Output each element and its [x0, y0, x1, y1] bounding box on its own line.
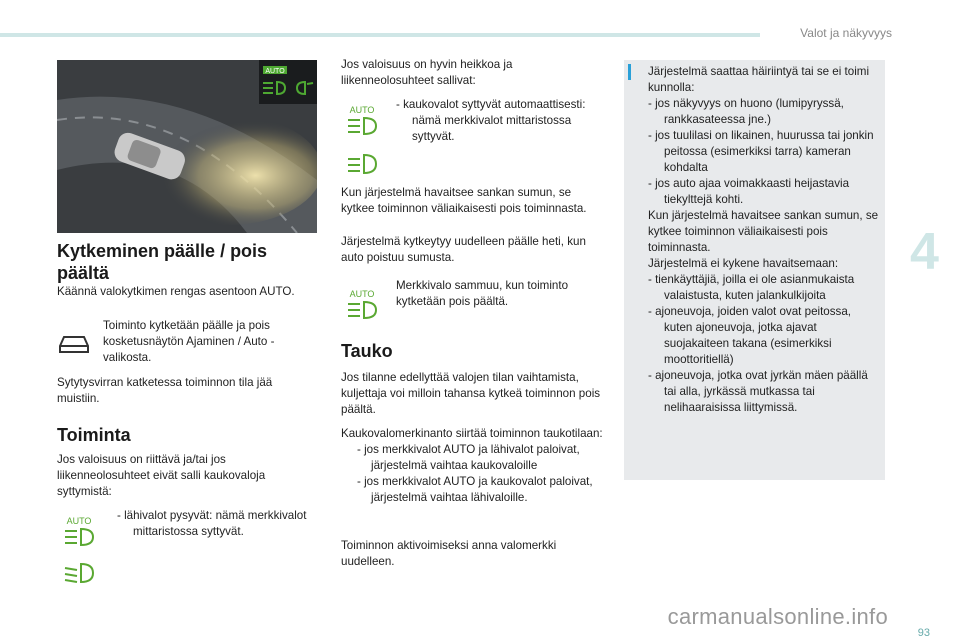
- svg-text:AUTO: AUTO: [349, 105, 375, 115]
- auto-headlamp-icon: [346, 104, 380, 143]
- reactivate2-text: Toiminnon aktivoimiseksi anna valomerkki uudelleen.: [341, 539, 557, 568]
- info-icon: [628, 64, 631, 80]
- high-beam-icon: [346, 153, 380, 180]
- screen-menu-note: Toiminto kytketään päälle ja pois kosketusnäytön Ajaminen / Auto -valikosta.: [103, 319, 275, 364]
- chapter-number: 4: [910, 223, 939, 281]
- info-item: - jos auto ajaa voimakkaasti heijastavia tiekylttejä kohti.: [648, 177, 850, 206]
- info-item: - jos näkyvyys on huono (lumipyryssä, rankkasateessa jne.): [648, 97, 844, 126]
- lowbeam-text: - lähivalot pysyvät: nämä merkkivalot mittaristossa syttyvät.: [117, 509, 307, 538]
- low-beam-icon: [63, 562, 97, 589]
- svg-text:AUTO: AUTO: [66, 516, 92, 526]
- info-intro: Järjestelmä saattaa häiriintyä tai se ei toimi kunnolla:: [648, 65, 870, 94]
- page-number: 93: [917, 627, 930, 639]
- info-item: - jos tuulilasi on likainen, huurussa tai jonkin peitossa (esimerkiksi tarra) kameran kohdalta: [648, 129, 874, 174]
- auto-headlamp-icon: [346, 288, 380, 327]
- info-content: [648, 64, 880, 416]
- info-item: - ajoneuvoja, joiden valot ovat peitossa, kuten ajoneuvoja, jotka ajavat suojakaiteen takana (esimerkiksi moottoritiellä): [648, 305, 852, 366]
- fog-text: Kun järjestelmä havaitsee sankan sumun, se kytkee toiminnon väliaikaisesti pois toiminnasta.: [341, 186, 587, 215]
- headlamp-illustration: [57, 60, 317, 233]
- info-item: - ajoneuvoja, jotka ovat jyrkän mäen päällä tai alla, jyrkässä mutkassa tai nelihaaraisissa liittymissä.: [648, 369, 868, 414]
- auto-headlamp-icon: [63, 515, 97, 554]
- step-text: Käännä valokytkimen rengas asentoon AUTO.: [57, 285, 295, 298]
- info-fog: Kun järjestelmä havaitsee sankan sumun, se kytkee toiminnon väliaikaisesti pois toiminnasta.: [648, 209, 879, 254]
- header-bar: [0, 33, 760, 37]
- highbeam-text: - kaukovalot syttyvät automaattisesti: nämä merkkivalot mittaristossa syttyvät.: [396, 98, 586, 143]
- tauko-text: Jos tilanne edellyttää valojen tilan vaihtamista, kuljettaja voi milloin tahansa kytkeä toiminnon pois päältä.: [341, 371, 601, 416]
- svg-text:AUTO: AUTO: [265, 68, 285, 75]
- car-screen-icon: [57, 330, 91, 361]
- section-title: Valot ja näkyvyys: [800, 26, 892, 40]
- toiminta-text: Jos valoisuus on riittävä ja/tai jos liikenneolosuhteet eivät salli kaukovaloja syttymistä:: [57, 453, 266, 498]
- svg-text:AUTO: AUTO: [349, 289, 375, 299]
- flash-item: - jos merkkivalot AUTO ja kaukovalot paloivat, järjestelmä vaihtaa lähivaloille.: [357, 475, 593, 504]
- col2-intro: Jos valoisuus on hyvin heikkoa ja liikenneolosuhteet sallivat:: [341, 58, 513, 87]
- memory-note: Sytytysvirran katketessa toiminnon tila jää muistiin.: [57, 376, 273, 405]
- info-cannot: Järjestelmä ei kykene havaitsemaan:: [648, 257, 839, 270]
- info-item: - tienkäyttäjiä, joilla ei ole asianmukaista valaistusta, kuten jalankulkijoita: [648, 273, 855, 302]
- off-text: Merkkivalo sammuu, kun toiminto kytketään pois päältä.: [396, 279, 569, 308]
- reactivate-text: Järjestelmä kytkeytyy uudelleen päälle heti, kun auto poistuu sumusta.: [341, 235, 586, 264]
- flash-intro: Kaukovalomerkinanto siirtää toiminnon taukotilaan:: [341, 427, 603, 440]
- section-heading-tauko: Tauko: [341, 341, 393, 361]
- section-heading-toiminta: Toiminta: [57, 425, 131, 445]
- flash-block: [341, 426, 603, 506]
- section-heading-on-off: Kytkeminen päälle / pois päältä: [57, 241, 268, 283]
- flash-item: - jos merkkivalot AUTO ja lähivalot paloivat, järjestelmä vaihtaa kaukovaloille: [357, 443, 580, 472]
- watermark: carmanualsonline.info: [667, 604, 888, 629]
- step-instruction: [57, 284, 307, 300]
